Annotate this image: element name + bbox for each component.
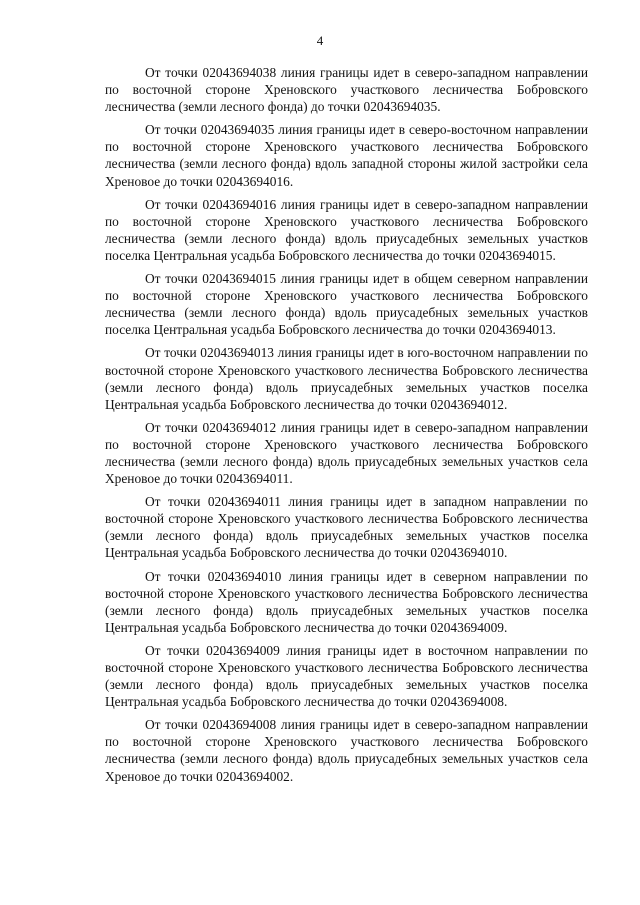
page-number: 4	[316, 33, 324, 48]
paragraph: От точки 02043694035 линия границы идет в северо-восточном направлении по восточной стороне Хреновского участкового лесничества Бобровского лесничества (земли лесного фонда) вдоль западной стороны жилой застройки села Хреновое до точки 02043694016.	[105, 122, 588, 189]
paragraph: От точки 02043694038 линия границы идет в северо-западном направлении по восточной стороне Хреновского участкового лесничества Бобровского лесничества (земли лесного фонда) до точки 02043694035.	[105, 65, 588, 115]
paragraph: От точки 02043694016 линия границы идет в северо-западном направлении по восточной стороне Хреновского участкового лесничества Бобровского лесничества (земли лесного фонда) вдоль приусадебных земельных участков поселка Центральная усадьба Бобровского лесничества до точки 02043694015.	[105, 196, 588, 263]
document-body	[105, 64, 588, 791]
paragraph: От точки 02043694015 линия границы идет в общем северном направлении по восточной стороне Хреновского участкового лесничества Бобровского лесничества (земли лесного фонда) вдоль приусадебных земельных участков поселка Центральная усадьба Бобровского лесничества до точки 02043694013.	[105, 271, 588, 338]
paragraph: От точки 02043694013 линия границы идет в юго-восточном направлении по восточной стороне Хреновского участкового лесничества Бобровского лесничества (земли лесного фонда) вдоль приусадебных земельных участков поселка Центральная усадьба Бобровского лесничества до точки 02043694012.	[105, 345, 588, 412]
paragraph: От точки 02043694011 линия границы идет в западном направлении по восточной стороне Хреновского участкового лесничества Бобровского лесничества (земли лесного фонда) вдоль приусадебных земельных участков поселка Центральная усадьба Бобровского лесничества до точки 02043694010.	[105, 494, 588, 561]
paragraph: От точки 02043694010 линия границы идет в северном направлении по восточной стороне Хреновского участкового лесничества Бобровского лесничества (земли лесного фонда) вдоль приусадебных земельных участков поселка Центральная усадьба Бобровского лесничества до точки 02043694009.	[105, 568, 588, 635]
paragraph: От точки 02043694008 линия границы идет в северо-западном направлении по восточной стороне Хреновского участкового лесничества Бобровского лесничества (земли лесного фонда) вдоль приусадебных земельных участков села Хреновое до точки 02043694002.	[105, 717, 588, 784]
paragraph: От точки 02043694012 линия границы идет в северо-западном направлении по восточной стороне Хреновского участкового лесничества Бобровского лесничества (земли лесного фонда) вдоль приусадебных земельных участков села Хреновое до точки 02043694011.	[105, 419, 588, 487]
paragraph: От точки 02043694009 линия границы идет в восточном направлении по восточной стороне Хреновского участкового лесничества Бобровского лесничества (земли лесного фонда) вдоль приусадебных земельных участков поселка Центральная усадьба Бобровского лесничества до точки 02043694008.	[105, 642, 588, 710]
